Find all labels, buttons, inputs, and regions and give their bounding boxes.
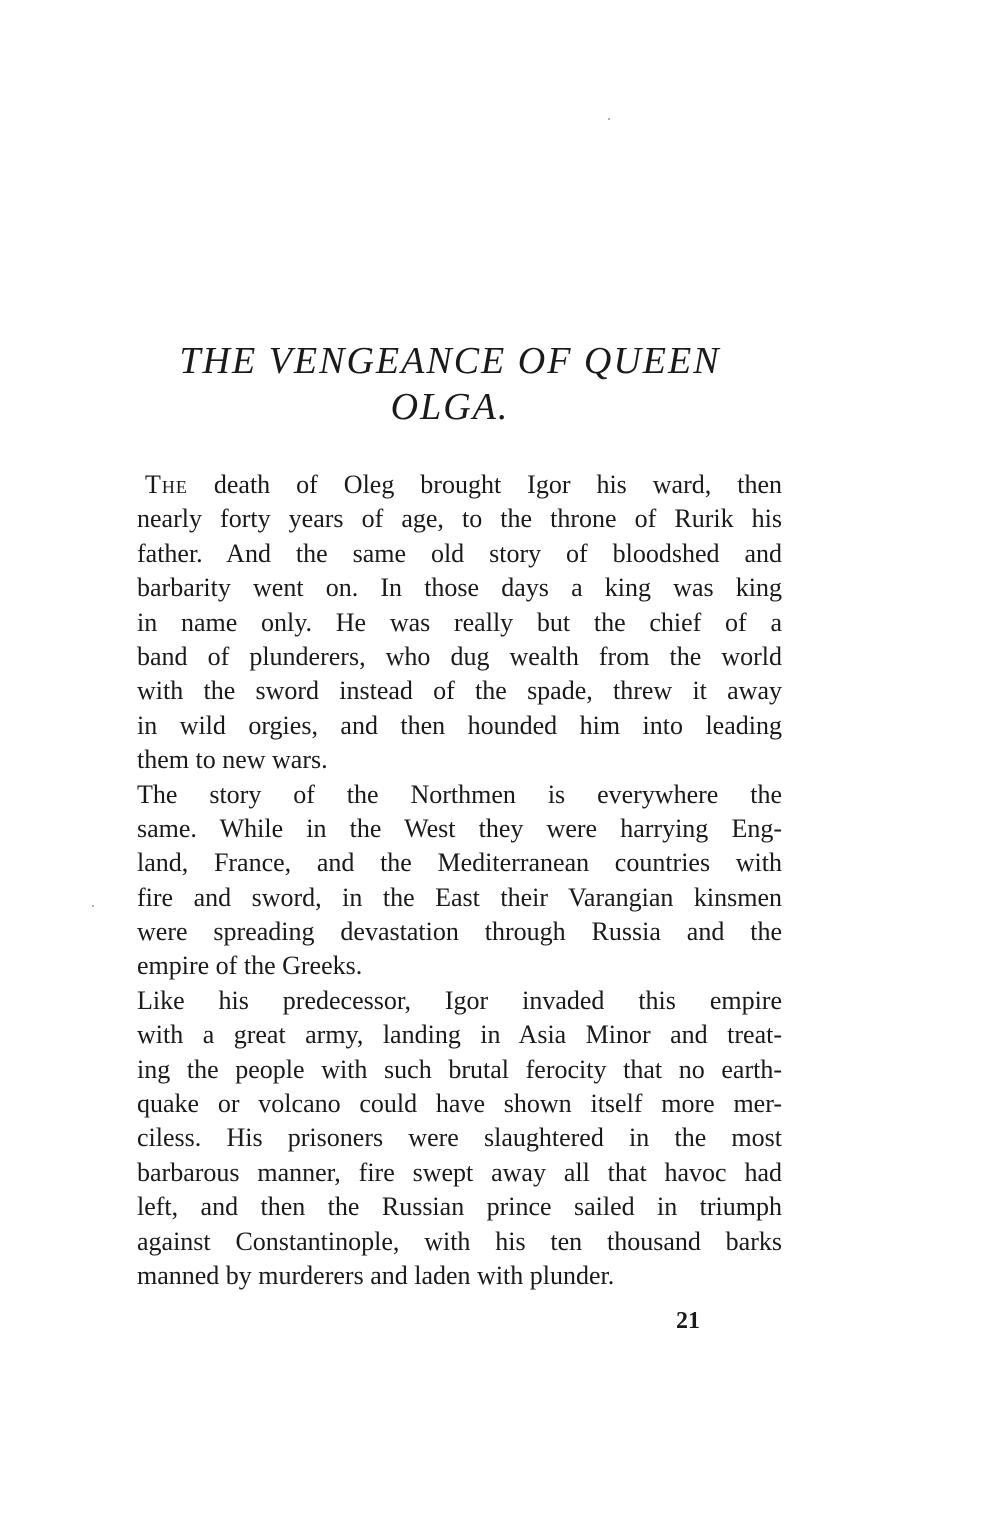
text-line: left, and then the Russian prince sailed in triumph [137, 1192, 782, 1222]
text-line: father. And the same old story of bloodshed and [137, 538, 782, 568]
chapter-title [110, 338, 790, 430]
text-line: were spreading devastation through Russia and the [137, 917, 782, 947]
print-speck [608, 118, 610, 120]
text-line: manned by murderers and laden with plunder. [137, 1260, 615, 1290]
text-line: with a great army, landing in Asia Minor and treat- [137, 1020, 782, 1050]
paragraph-1 [137, 468, 782, 778]
text-line: barbarity went on. In those days a king was king [137, 573, 782, 603]
text-line: band of plunderers, who dug wealth from the world [137, 641, 782, 671]
drop-lead-word: The [145, 470, 188, 499]
paragraph-3 [137, 984, 782, 1294]
text-line: them to new wars. [137, 745, 328, 775]
text-line: empire of the Greeks. [137, 951, 363, 981]
page-number: 21 [676, 1308, 700, 1334]
text-line: in name only. He was really but the chief of a [137, 607, 782, 637]
text-line: quake or volcano could have shown itself more mer- [137, 1089, 782, 1119]
text-line: with the sword instead of the spade, threw it away [137, 676, 782, 706]
text-line: land, France, and the Mediterranean countries with [137, 848, 782, 878]
text-line: in wild orgies, and then hounded him into leading [137, 710, 782, 740]
body-text [137, 468, 782, 1293]
text-line: ing the people with such brutal ferocity that no earth- [137, 1054, 782, 1084]
text-line: Like his predecessor, Igor invaded this empire [137, 985, 782, 1015]
chapter-title-line-1: THE VENGEANCE OF QUEEN [179, 340, 721, 382]
text-line: nearly forty years of age, to the throne of Rurik his [137, 504, 782, 534]
text-line: same. While in the West they were harrying Eng- [137, 813, 782, 843]
text-line: fire and sword, in the East their Varangian kinsmen [137, 882, 782, 912]
print-speck [92, 905, 94, 907]
text-line: against Constantinople, with his ten thousand barks [137, 1226, 782, 1256]
text-line: The story of the Northmen is everywhere the [137, 779, 782, 809]
text-line: The death of Oleg brought Igor his ward, then [145, 470, 782, 499]
text-line: ciless. His prisoners were slaughtered in the most [137, 1123, 782, 1153]
paragraph-2 [137, 778, 782, 984]
text-line: barbarous manner, fire swept away all that havoc had [137, 1157, 782, 1187]
chapter-title-line-2: OLGA. [390, 386, 510, 428]
